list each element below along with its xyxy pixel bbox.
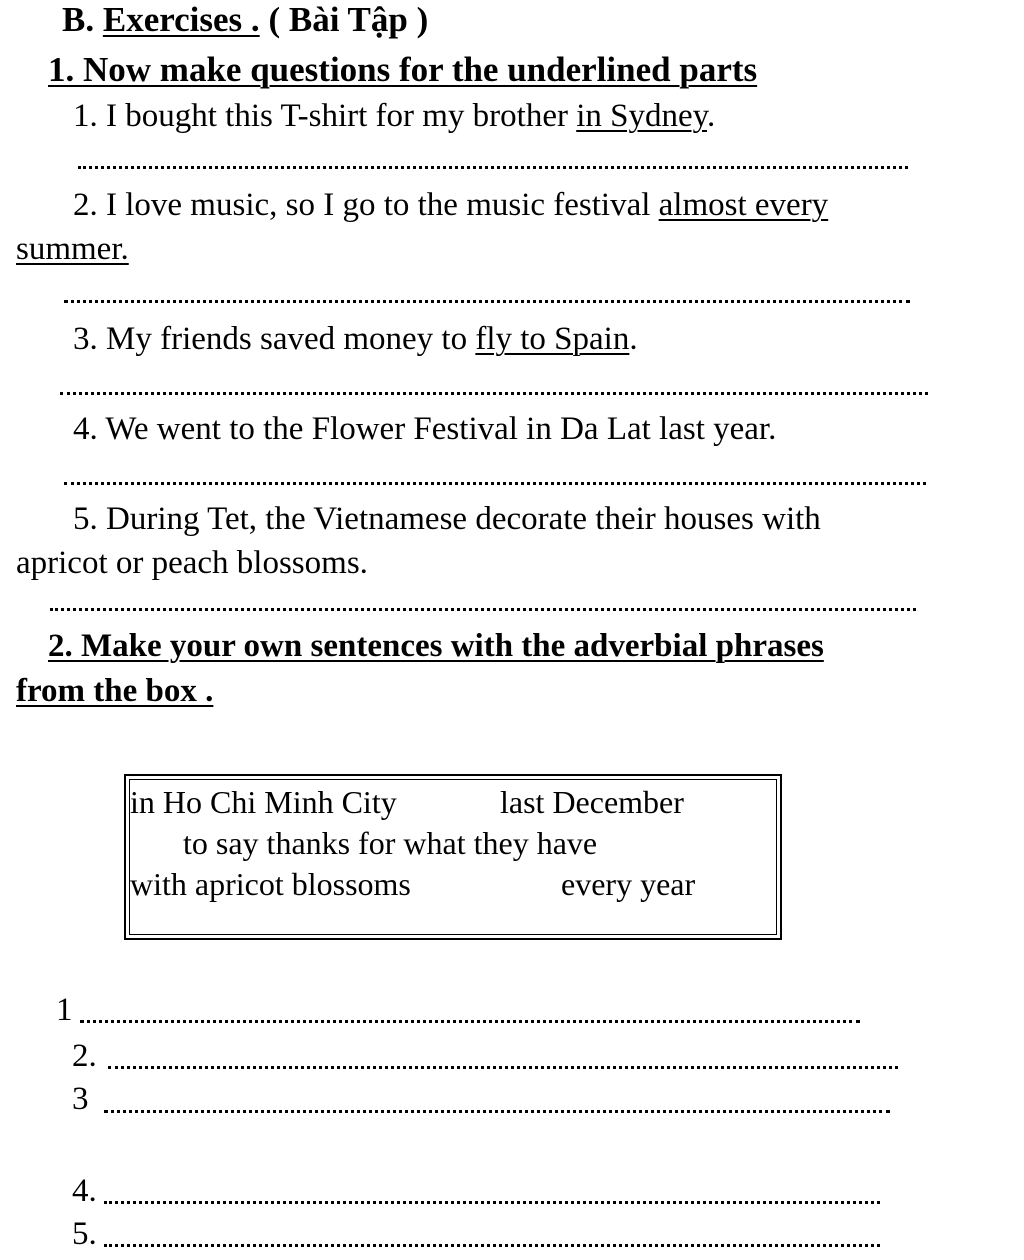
answer-line-5[interactable] (50, 608, 916, 611)
box-phrase-1: in Ho Chi Minh City (130, 784, 397, 820)
item-number: 1. (73, 98, 106, 134)
answer2-number-4: 4. (72, 1173, 97, 1209)
item-number: 3. (73, 321, 106, 357)
underlined-part: in Sydney (576, 98, 707, 134)
section2-heading-line2: from the box . (16, 673, 214, 709)
box-phrase-3: to say thanks for what they have (183, 825, 598, 861)
exercise1-item-5-continuation: apricot or peach blossoms. (16, 545, 368, 581)
page-title (62, 2, 428, 37)
exercise1-item-5 (73, 503, 821, 536)
exercise1-item-1 (73, 100, 715, 133)
answer2-line-1[interactable] (80, 1020, 860, 1023)
item-text: We went to the Flower Festival in Da Lat last year. (105, 411, 777, 447)
answer2-number-1: 1 (56, 992, 73, 1028)
answer-line-3[interactable] (60, 392, 928, 395)
answer2-number-5: 5. (72, 1216, 97, 1252)
answer-line-2[interactable] (64, 300, 910, 303)
box-phrase-4: with apricot blossoms (130, 866, 411, 902)
exercise1-item-3 (73, 323, 638, 356)
exercise1-item-4 (73, 413, 776, 446)
item-text: During Tet, the Vietnamese decorate their houses with (106, 501, 821, 537)
answer-line-4[interactable] (64, 482, 926, 485)
answer2-number-2: 2. (72, 1038, 97, 1074)
item-text: I bought this T-shirt for my brother (106, 98, 577, 134)
item-punct: . (707, 98, 716, 134)
answer2-line-4[interactable] (104, 1201, 880, 1204)
item-number: 4. (73, 411, 106, 447)
item-number: 2. (73, 187, 106, 223)
title-exercises: Exercises . (102, 0, 260, 39)
exercise1-item-2 (73, 189, 828, 222)
box-phrase-5: every year (561, 866, 696, 902)
box-phrase-2: last December (500, 784, 684, 820)
item-text: My friends saved money to (106, 321, 476, 357)
title-subtitle: ( Bài Tập ) (259, 0, 429, 39)
item-punct: . (629, 321, 638, 357)
answer2-line-2[interactable] (108, 1066, 898, 1069)
item-text: I love music, so I go to the music festival (106, 187, 659, 223)
answer2-line-3[interactable] (104, 1110, 890, 1113)
underlined-part: fly to Spain (475, 321, 630, 357)
title-prefix: B. (62, 0, 103, 39)
section1-heading: 1. Now make questions for the underlined parts (48, 50, 758, 89)
answer-line-1[interactable] (78, 166, 908, 169)
underlined-part: almost every (658, 187, 829, 223)
answer2-line-5[interactable] (104, 1244, 880, 1247)
section2-heading-line1: 2. Make your own sentences with the adverbial phrases (48, 628, 824, 664)
answer2-number-3: 3 (72, 1081, 89, 1117)
exercise1-item-2-continuation: summer. (16, 231, 129, 267)
item-number: 5. (73, 501, 106, 537)
